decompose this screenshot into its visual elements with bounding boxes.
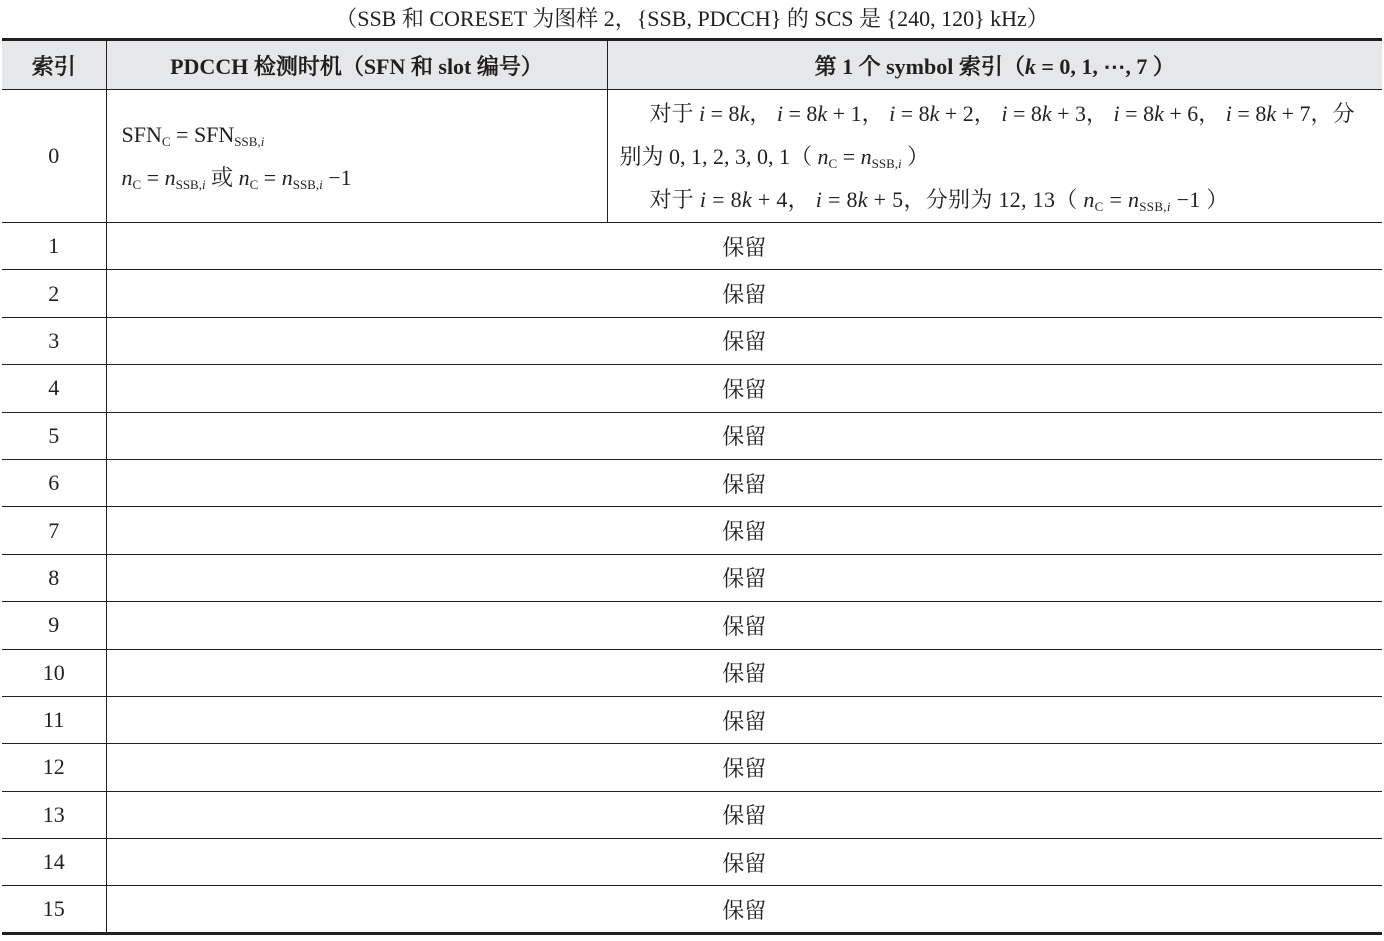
row-index: 1	[2, 223, 106, 270]
row-index: 0	[2, 90, 106, 223]
table-row	[2, 317, 1382, 364]
header-occasion: PDCCH 检测时机（SFN 和 slot 编号）	[106, 40, 607, 90]
row-index: 12	[2, 744, 106, 791]
table-row	[2, 507, 1382, 554]
reserved-cell: 保留	[106, 649, 1382, 696]
reserved-cell: 保留	[106, 696, 1382, 743]
reserved-cell: 保留	[106, 744, 1382, 791]
reserved-cell: 保留	[106, 507, 1382, 554]
row-index: 10	[2, 649, 106, 696]
row-index: 6	[2, 459, 106, 506]
sfn-formula: $SFN_C = SFN_{SSB,i}$	[121, 122, 265, 149]
row-index: 8	[2, 554, 106, 601]
reserved-cell: 保留	[106, 459, 1382, 506]
reserved-cell: 保留	[106, 317, 1382, 364]
table-row	[2, 459, 1382, 506]
table-row	[2, 839, 1382, 886]
table-row	[2, 744, 1382, 791]
table-row	[2, 365, 1382, 412]
reserved-cell: 保留	[106, 554, 1382, 601]
row-index: 5	[2, 412, 106, 459]
header-index: 索引	[2, 40, 106, 90]
table-row	[2, 602, 1382, 649]
row-index: 9	[2, 602, 106, 649]
table-row	[2, 886, 1382, 933]
row-index: 3	[2, 317, 106, 364]
header-symbol: 第 1 个 symbol 索引（k = 0, 1, ⋯, 7 ）	[607, 40, 1382, 90]
symbol-cell	[607, 90, 1382, 223]
table-row	[2, 412, 1382, 459]
reserved-cell: 保留	[106, 412, 1382, 459]
symbol-rule-2: 对于 i = 8k + 4， i = 8k + 5，分别为 12, 13（ $n_C = n_{SSB,i} -1$ ）	[649, 186, 1229, 214]
reserved-cell: 保留	[106, 365, 1382, 412]
row-index: 15	[2, 886, 106, 933]
row-index: 13	[2, 791, 106, 838]
reserved-cell: 保留	[106, 602, 1382, 649]
symbol-rule-1: 对于 i = 8k， i = 8k + 1， i = 8k + 2， i = 8k + 3， i = 8k + 6， i = 8k + 7，分别为 0, 1, 2, 3, 0, 1（ $n_C = n_{SSB,i}$ ）	[619, 100, 1355, 171]
table-row-0	[2, 90, 1382, 223]
table-header-row	[2, 40, 1382, 90]
reserved-cell: 保留	[106, 270, 1382, 317]
table-row	[2, 223, 1382, 270]
row-index: 7	[2, 507, 106, 554]
row-index: 11	[2, 696, 106, 743]
reserved-cell: 保留	[106, 791, 1382, 838]
row-index: 14	[2, 839, 106, 886]
table-row	[2, 791, 1382, 838]
reserved-cell: 保留	[106, 223, 1382, 270]
table-row	[2, 649, 1382, 696]
pdcch-occasion-table	[2, 38, 1382, 935]
table-row	[2, 270, 1382, 317]
occasion-cell	[106, 90, 607, 223]
row-index: 4	[2, 365, 106, 412]
table-row	[2, 696, 1382, 743]
reserved-cell: 保留	[106, 839, 1382, 886]
table-row	[2, 554, 1382, 601]
reserved-cell: 保留	[106, 886, 1382, 933]
row-index: 2	[2, 270, 106, 317]
nc-formula: $n_C = n_{SSB,i}$ 或 $n_C = n_{SSB,i} -1$	[121, 165, 352, 192]
table-caption: （SSB 和 CORESET 为图样 2，{SSB, PDCCH} 的 SCS 是 {240, 120} kHz）	[335, 6, 1049, 31]
